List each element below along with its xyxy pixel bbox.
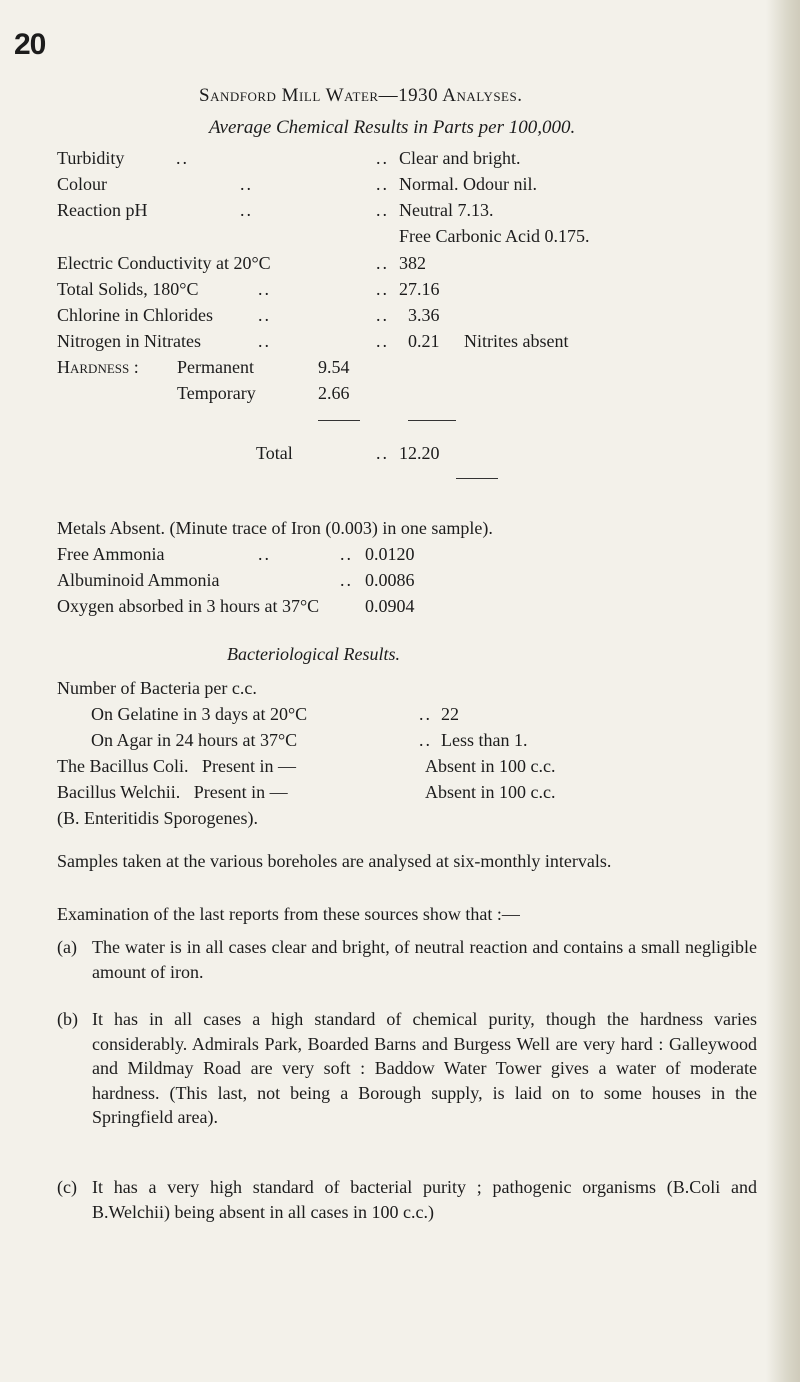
hardness-total-label: Total	[256, 443, 293, 463]
table-row-label: Oxygen absorbed in 3 hours at 37°C	[57, 596, 320, 616]
leader-dots: ..	[419, 730, 432, 750]
table-row-value: Normal. Odour nil.	[399, 174, 537, 194]
table-row-value: Less than 1.	[441, 730, 528, 750]
table-row-value: 382	[399, 253, 426, 273]
table-row-label: Total Solids, 180°C	[57, 279, 199, 299]
table-row-label: Reaction pH	[57, 200, 148, 220]
section-heading: Bacteriological Results.	[227, 644, 400, 664]
leader-dots: ..	[376, 174, 389, 194]
table-row-label: Chlorine in Chlorides	[57, 305, 213, 325]
table-row-label: Colour	[57, 174, 108, 194]
organism-label: Bacillus Welchii. Present in —	[57, 782, 288, 802]
table-row-label: Nitrogen in Nitrates	[57, 331, 201, 351]
organism-note: (B. Enteritidis Sporogenes).	[57, 808, 258, 828]
leader-dots: ..	[376, 200, 389, 220]
table-row-label: Albuminoid Ammonia	[57, 570, 220, 590]
total-rule	[456, 478, 498, 479]
leader-dots: ..	[376, 253, 389, 273]
list-item-label: (a)	[57, 937, 77, 957]
table-row-value: Clear and bright.	[399, 148, 521, 168]
table-row-extra: Free Carbonic Acid 0.175.	[399, 226, 590, 246]
leader-dots: ..	[376, 331, 389, 351]
organism-value: Absent in 100 c.c.	[425, 756, 556, 776]
list-item-text: The water is in all cases clear and bright, of neutral reaction and contains a small negligible amount of iron.	[92, 937, 757, 982]
list-item	[57, 1007, 757, 1157]
hardness-permanent-value: 9.54	[318, 357, 350, 377]
leader-dots: ..	[258, 305, 271, 325]
leader-dots: ..	[376, 279, 389, 299]
page-subtitle: Average Chemical Results in Parts per 100,000.	[209, 117, 576, 138]
table-row-note: Nitrites absent	[464, 331, 569, 351]
samples-paragraph: Samples taken at the various boreholes are analysed at six-monthly intervals.	[57, 851, 612, 871]
list-item	[57, 1175, 757, 1255]
hardness-total-value: 12.20	[399, 443, 440, 463]
table-row-value: Neutral 7.13.	[399, 200, 494, 220]
leader-dots: ..	[258, 331, 271, 351]
list-item-text: It has in all cases a high standard of chemical purity, though the hardness varies considerably. Admirals Park, Boarded Barns and Burgess Well are very hard : Galleywood and Mildmay Road are very soft : Baddow Water Tower gives a water of moderate hardness. (This last, not being a Borough supply, is laid on to some houses in the Springfield area).	[92, 1009, 757, 1127]
leader-dots: ..	[340, 544, 353, 564]
page-number: 20	[14, 28, 46, 61]
table-row-value: 27.16	[399, 279, 440, 299]
metals-line: Metals Absent. (Minute trace of Iron (0.003) in one sample).	[57, 518, 493, 538]
table-row-value: 0.0120	[365, 544, 415, 564]
bacteria-intro: Number of Bacteria per c.c.	[57, 678, 257, 698]
table-row-value: 0.0086	[365, 570, 415, 590]
leader-dots: ..	[376, 305, 389, 325]
organism-value: Absent in 100 c.c.	[425, 782, 556, 802]
hardness-label: Hardness :	[57, 357, 139, 377]
page-title: Sandford Mill Water—1930 Analyses.	[199, 85, 523, 106]
table-row-value: 22	[441, 704, 459, 724]
table-row-value: 3.36	[408, 305, 440, 325]
hardness-temporary-value: 2.66	[318, 383, 350, 403]
table-row-label: On Agar in 24 hours at 37°C	[91, 730, 298, 750]
leader-dots: ..	[240, 174, 253, 194]
list-item-label: (b)	[57, 1009, 78, 1029]
table-row-label: Free Ammonia	[57, 544, 165, 564]
subtotal-rule	[408, 420, 456, 421]
leader-dots: ..	[240, 200, 253, 220]
table-row-label: Turbidity	[57, 148, 125, 168]
leader-dots: ..	[176, 148, 189, 168]
leader-dots: ..	[340, 570, 353, 590]
leader-dots: ..	[258, 544, 271, 564]
list-item-label: (c)	[57, 1177, 77, 1197]
list-item	[57, 935, 757, 990]
list-item-text: It has a very high standard of bacterial purity ; pathogenic organisms (B.Coli and B.Welchii) being absent in all cases in 100 c.c.)	[92, 1177, 757, 1222]
table-row-label: Electric Conductivity at 20°C	[57, 253, 271, 273]
page-edge-shadow	[766, 0, 800, 1382]
leader-dots: ..	[419, 704, 432, 724]
table-row-value: 0.0904	[365, 596, 415, 616]
leader-dots: ..	[376, 443, 389, 463]
hardness-permanent-label: Permanent	[177, 357, 254, 377]
leader-dots: ..	[376, 148, 389, 168]
subtotal-rule	[318, 420, 360, 421]
leader-dots: ..	[258, 279, 271, 299]
hardness-temporary-label: Temporary	[177, 383, 256, 403]
table-row-value: 0.21	[408, 331, 440, 351]
organism-label: The Bacillus Coli. Present in —	[57, 756, 296, 776]
table-row-label: On Gelatine in 3 days at 20°C	[91, 704, 308, 724]
examination-intro: Examination of the last reports from these sources show that :—	[57, 904, 520, 924]
